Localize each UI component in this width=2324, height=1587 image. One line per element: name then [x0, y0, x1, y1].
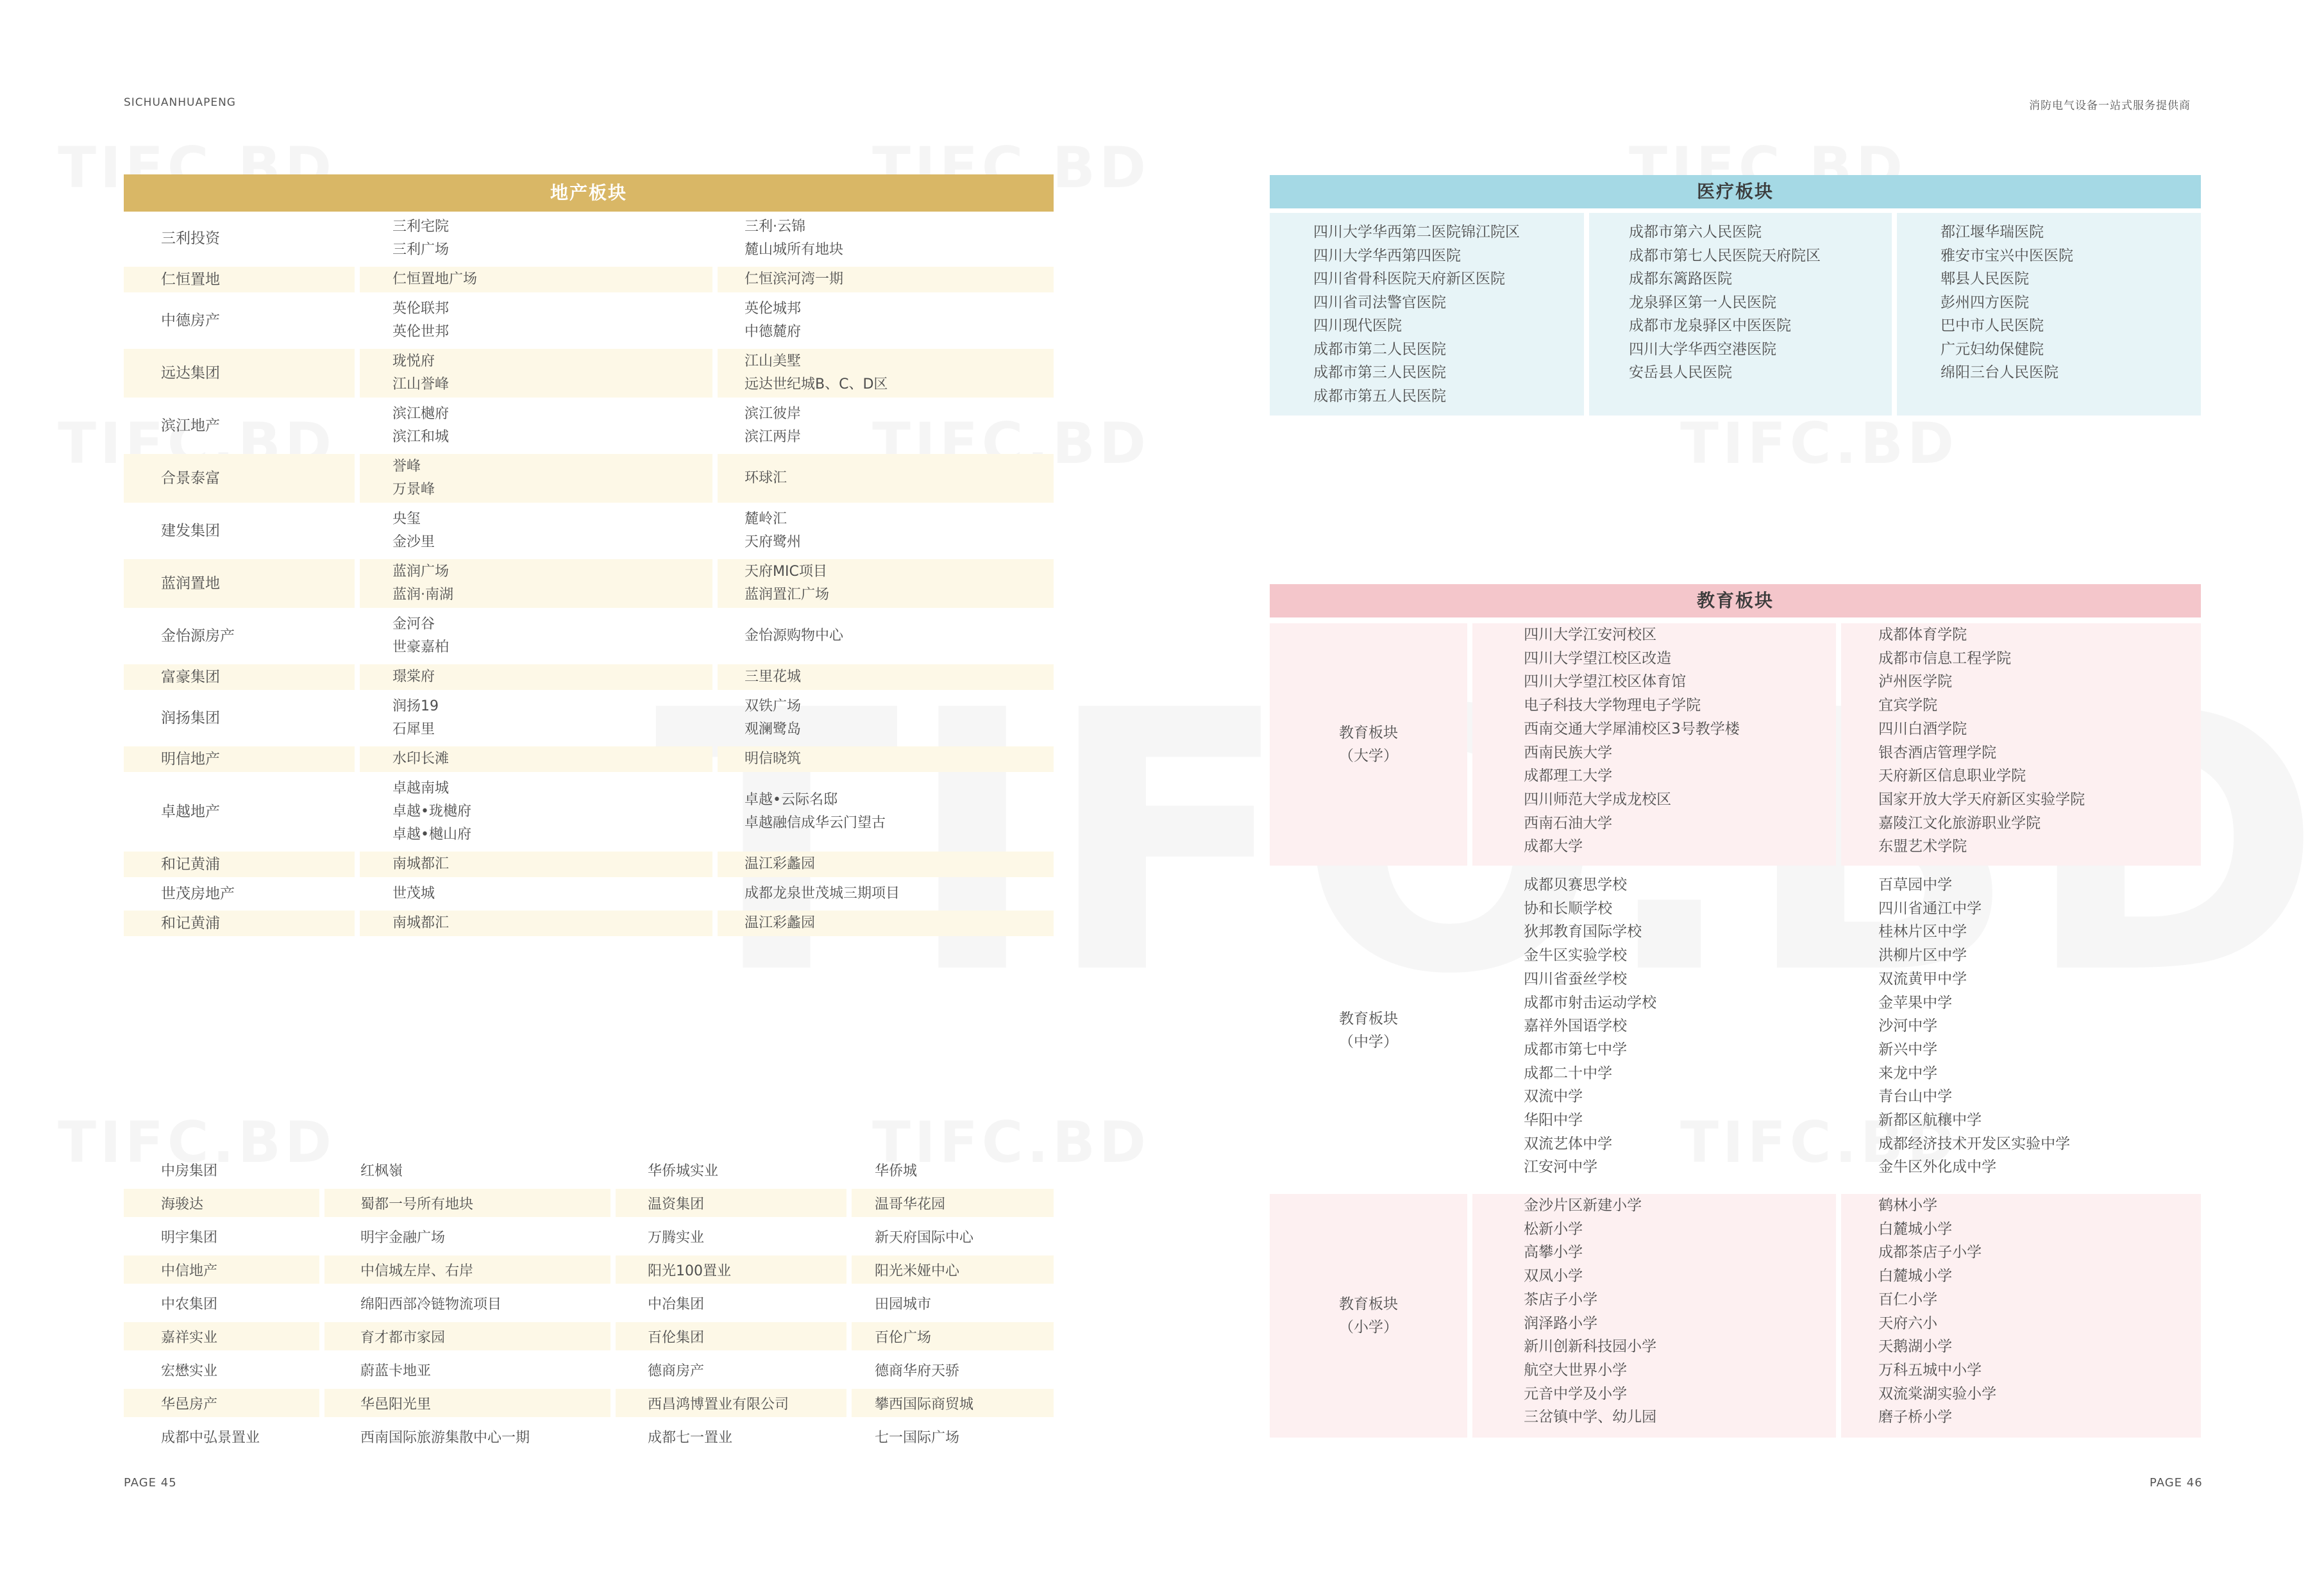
real-estate-title: 地产板块 [124, 174, 1054, 212]
school-name: 磨子桥小学 [1878, 1409, 1953, 1426]
project-name: 观澜鹭岛 [745, 721, 802, 737]
school-name: 成都茶店子小学 [1878, 1244, 1982, 1261]
education-university [1270, 623, 2201, 866]
company-cell [124, 911, 355, 936]
school-name: 嘉祥外国语学校 [1524, 1018, 1628, 1035]
project-name: 温江彩蠡园 [745, 856, 816, 872]
project-name: 滨江樾府 [392, 406, 450, 422]
hospital-name: 绵阳三台人民医院 [1941, 364, 2059, 381]
school-name: 泸州医学院 [1878, 673, 1953, 691]
page-number-right: PAGE 46 [2150, 1476, 2203, 1490]
project-name: 明信晓筑 [745, 751, 802, 767]
school-name: 高攀小学 [1524, 1244, 1583, 1261]
school-name: 成都经济技术开发区实验中学 [1878, 1135, 2071, 1152]
school-name: 双流棠湖实验小学 [1878, 1385, 1997, 1402]
hospital-name: 郫县人民医院 [1941, 271, 2029, 287]
project-name: 江山美墅 [745, 353, 802, 369]
company-name: 中农集团 [161, 1296, 218, 1313]
school-name: 来龙中学 [1878, 1064, 1938, 1082]
company-cell [124, 349, 355, 398]
project-cell [718, 776, 1054, 848]
school-name: 双流艺体中学 [1524, 1135, 1613, 1152]
hospital-name: 成都市第七人民医院天府院区 [1629, 247, 1821, 264]
hospital-name: 巴中市人民医院 [1941, 317, 2044, 334]
school-name: 新川创新科技园小学 [1524, 1338, 1657, 1356]
company-name: 海骏达 [124, 1189, 319, 1217]
category-label-line: 教育板块 [1339, 725, 1399, 741]
category-label-line: （中学） [1339, 1034, 1399, 1050]
category-label-line: （小学） [1339, 1319, 1399, 1336]
school-name: 松新小学 [1524, 1220, 1583, 1238]
project-name: 水印长滩 [392, 751, 450, 767]
project-name: 蜀都一号所有地块 [324, 1189, 610, 1217]
project-name: 金河谷 [392, 616, 435, 632]
project-name: 七一国际广场 [875, 1429, 960, 1446]
project-name: 珑悦府 [392, 353, 435, 369]
brand-header: SICHUANHUAPENG [124, 96, 236, 109]
project-name: 田园城市 [875, 1296, 932, 1313]
project-name: 蓝润·南湖 [392, 587, 453, 603]
school-name: 新兴中学 [1878, 1041, 1938, 1058]
company-name: 华侨城实业 [648, 1163, 719, 1179]
school-name: 金牛区外化成中学 [1878, 1159, 1997, 1176]
project-cell [360, 776, 712, 848]
project-cell [718, 454, 1054, 503]
school-column [1841, 623, 2201, 866]
education-category-label [1270, 1194, 1467, 1438]
company-name: 万腾实业 [648, 1229, 705, 1246]
project-cell [718, 911, 1054, 936]
hospital-name: 四川大学华西空港医院 [1629, 340, 1776, 358]
school-name: 国家开放大学天府新区实验学院 [1878, 791, 2085, 808]
table-row [124, 214, 1054, 263]
project-name: 誉峰 [392, 458, 421, 474]
project-cell [718, 267, 1054, 292]
table-row [124, 1389, 1054, 1417]
project-cell [360, 296, 712, 345]
hospital-name: 成都市第五人民医院 [1313, 387, 1446, 405]
project-name: 蓝润广场 [392, 564, 450, 580]
table-row [124, 1356, 1054, 1384]
school-name: 双流中学 [1524, 1088, 1583, 1105]
project-cell [360, 454, 712, 503]
project-cell [360, 664, 712, 690]
school-name: 白麓城小学 [1878, 1220, 1953, 1238]
company-cell [124, 694, 355, 743]
school-name: 成都市射击运动学校 [1524, 994, 1657, 1011]
company-name: 百伦集团 [616, 1322, 846, 1350]
company-name: 中房集团 [161, 1163, 218, 1179]
project-name: 润扬19 [392, 698, 439, 714]
company-name: 成都七一置业 [648, 1429, 733, 1446]
table-row [124, 612, 1054, 660]
project-cell [718, 349, 1054, 398]
company-cell [124, 214, 355, 263]
school-name: 四川省蚕丝学校 [1524, 970, 1628, 987]
medical-column-2 [1589, 213, 1892, 416]
company-cell [124, 852, 355, 877]
table-row [124, 881, 1054, 907]
project-name: 德商华府天骄 [875, 1363, 960, 1379]
project-name: 温哥华花园 [852, 1189, 1054, 1217]
company-cell [124, 881, 355, 907]
table-row [124, 507, 1054, 555]
project-name: 江山誉峰 [392, 376, 450, 392]
project-cell [360, 911, 712, 936]
project-name: 蓝润置汇广场 [745, 587, 830, 603]
project-name: 环球汇 [745, 470, 787, 486]
school-name: 四川白酒学院 [1878, 720, 1967, 737]
school-name: 成都市第七中学 [1524, 1041, 1628, 1058]
company-name: 滨江地产 [161, 417, 220, 434]
company-name: 富豪集团 [161, 669, 220, 685]
company-name: 宏懋实业 [161, 1363, 218, 1379]
real-estate-table [124, 214, 1054, 940]
table-row [124, 454, 1054, 503]
hospital-name: 成都市第二人民医院 [1313, 340, 1446, 358]
company-name: 世茂房地产 [161, 886, 235, 902]
medical-column-1 [1270, 213, 1584, 416]
table-row [124, 1322, 1054, 1350]
school-name: 青台山中学 [1878, 1088, 1953, 1105]
project-cell [360, 694, 712, 743]
school-name: 成都二十中学 [1524, 1064, 1613, 1082]
medical-table [1270, 213, 2201, 416]
project-name: 华侨城 [875, 1163, 918, 1179]
school-name: 成都体育学院 [1878, 626, 1967, 643]
school-name: 鹤林小学 [1878, 1197, 1938, 1214]
education-primary-school [1270, 1194, 2201, 1438]
project-name: 英伦联邦 [392, 301, 450, 317]
school-name: 桂林片区中学 [1878, 923, 1967, 941]
company-name: 中德房产 [161, 312, 220, 329]
school-name: 天府新区信息职业学院 [1878, 768, 2026, 785]
school-name: 四川省通江中学 [1878, 900, 1982, 917]
table-row [124, 267, 1054, 292]
hospital-name: 都江堰华瑞医院 [1941, 224, 2044, 240]
company-name: 成都中弘景置业 [161, 1429, 260, 1446]
table-row [124, 349, 1054, 398]
company-name: 嘉祥实业 [124, 1322, 319, 1350]
company-name: 合景泰富 [161, 470, 220, 487]
table-row [124, 1155, 1054, 1184]
project-cell [718, 612, 1054, 660]
school-name: 四川大学望江校区改造 [1524, 650, 1672, 667]
hospital-name: 雅安市宝兴中医医院 [1941, 247, 2073, 264]
project-name: 仁恒滨河湾一期 [745, 271, 844, 287]
project-cell [360, 852, 712, 877]
project-name: 英伦城邦 [745, 301, 802, 317]
school-name: 成都理工大学 [1524, 768, 1613, 785]
project-name: 中信城左岸、右岸 [324, 1255, 610, 1284]
company-name: 和记黄浦 [161, 915, 220, 932]
real-estate-extra-table [124, 1155, 1054, 1456]
project-name: 南城都汇 [392, 915, 450, 931]
project-name: 麓岭汇 [745, 511, 787, 527]
hospital-name: 安岳县人民医院 [1629, 364, 1732, 381]
project-name: 万景峰 [392, 482, 435, 498]
project-name: 百伦广场 [852, 1322, 1054, 1350]
company-name: 蓝润置地 [161, 575, 220, 592]
table-row [124, 776, 1054, 848]
project-name: 三里花城 [745, 669, 802, 685]
school-column [1841, 1194, 2201, 1438]
hospital-name: 成都市第三人民医院 [1313, 364, 1446, 381]
project-name: 新天府国际中心 [875, 1229, 974, 1246]
project-name: 石犀里 [392, 721, 435, 737]
company-name: 明宇集团 [161, 1229, 218, 1246]
project-name: 璟棠府 [392, 669, 435, 685]
education-category-label [1270, 623, 1467, 866]
category-label-line: （大学） [1339, 748, 1399, 764]
medical-title: 医疗板块 [1270, 175, 2201, 208]
school-name: 白麓城小学 [1878, 1268, 1953, 1285]
school-name: 润泽路小学 [1524, 1314, 1598, 1332]
category-label-line: 教育板块 [1339, 1011, 1399, 1027]
project-cell [718, 507, 1054, 555]
project-name: 央玺 [392, 511, 421, 527]
project-cell [718, 214, 1054, 263]
table-row [124, 1189, 1054, 1217]
project-name: 三利广场 [392, 242, 450, 258]
table-row [124, 664, 1054, 690]
school-name: 西南民族大学 [1524, 744, 1613, 761]
hospital-name: 成都东篱路医院 [1629, 271, 1732, 287]
project-cell [718, 694, 1054, 743]
project-cell [360, 746, 712, 772]
project-cell [360, 349, 712, 398]
project-name: 金沙里 [392, 534, 435, 550]
project-name: 滨江和城 [392, 429, 450, 445]
school-column [1472, 1194, 1836, 1438]
project-name: 天府鹭州 [745, 534, 802, 550]
company-name: 远达集团 [161, 365, 220, 382]
project-name: 世豪嘉柏 [392, 639, 450, 655]
hospital-name: 成都市第六人民医院 [1629, 224, 1762, 240]
company-name: 三利投资 [161, 230, 220, 247]
company-name: 润扬集团 [161, 710, 220, 726]
project-name: 麓山城所有地块 [745, 242, 844, 258]
school-name: 天府六小 [1878, 1314, 1938, 1332]
company-name: 仁恒置地 [161, 271, 220, 288]
school-name: 洪柳片区中学 [1878, 947, 1967, 964]
company-name: 西昌鸿博置业有限公司 [616, 1389, 846, 1417]
school-name: 成都贝赛思学校 [1524, 877, 1628, 893]
project-cell [360, 559, 712, 608]
project-name: 卓越•珑樾府 [392, 803, 471, 819]
project-name: 明宇金融广场 [360, 1229, 446, 1246]
watermark-small [1680, 410, 1958, 476]
school-name: 茶店子小学 [1524, 1291, 1598, 1308]
company-name: 中信地产 [124, 1255, 319, 1284]
company-name: 和记黄浦 [161, 856, 220, 873]
table-row [124, 1422, 1054, 1450]
project-name: 天府MIC项目 [745, 564, 827, 580]
project-cell [360, 214, 712, 263]
school-name: 双凤小学 [1524, 1268, 1583, 1285]
school-name: 新都区航穰中学 [1878, 1112, 1982, 1129]
company-cell [124, 776, 355, 848]
school-name: 双流黄甲中学 [1878, 970, 1967, 987]
tagline-header: 消防电气设备一站式服务提供商 [2029, 99, 2191, 112]
hospital-name: 四川省骨科医院天府新区医院 [1313, 271, 1505, 287]
project-cell [718, 401, 1054, 450]
table-row [124, 694, 1054, 743]
school-name: 狄邦教育国际学校 [1524, 923, 1642, 941]
table-row [124, 1289, 1054, 1317]
project-name: 西南国际旅游集散中心一期 [360, 1429, 530, 1446]
project-name: 红枫嶺 [360, 1163, 403, 1179]
project-name: 仁恒置地广场 [392, 271, 478, 287]
project-cell [718, 296, 1054, 345]
project-cell [360, 507, 712, 555]
company-name: 阳光100置业 [616, 1255, 846, 1284]
page-number-left: PAGE 45 [124, 1476, 177, 1490]
hospital-name: 四川大学华西第二医院锦江院区 [1313, 224, 1520, 240]
education-category-label [1270, 873, 1467, 1188]
company-cell [124, 664, 355, 690]
project-name: 卓越南城 [392, 780, 450, 796]
project-name: 阳光米娅中心 [852, 1255, 1054, 1284]
project-name: 卓越融信成华云门望古 [745, 815, 886, 831]
school-name: 金牛区实验学校 [1524, 947, 1628, 964]
project-cell [718, 559, 1054, 608]
hospital-name: 四川大学华西第四医院 [1313, 247, 1461, 264]
company-cell [124, 612, 355, 660]
project-name: 滨江两岸 [745, 429, 802, 445]
school-name: 江安河中学 [1524, 1159, 1598, 1176]
project-cell [718, 664, 1054, 690]
school-name: 东盟艺术学院 [1878, 838, 1967, 855]
company-name: 明信地产 [161, 751, 220, 768]
medical-column-3 [1897, 213, 2201, 416]
hospital-name: 龙泉驿区第一人民医院 [1629, 294, 1776, 311]
project-name: 卓越•樾山府 [392, 827, 471, 843]
project-name: 育才都市家园 [324, 1322, 610, 1350]
school-name: 四川大学望江校区体育馆 [1524, 673, 1687, 691]
company-cell [124, 507, 355, 555]
company-name: 卓越地产 [161, 803, 220, 820]
table-row [124, 1255, 1054, 1284]
company-cell [124, 746, 355, 772]
table-row [124, 559, 1054, 608]
school-name: 西南交通大学犀浦校区3号教学楼 [1524, 720, 1740, 737]
hospital-name: 四川省司法警官医院 [1313, 294, 1446, 311]
project-name: 南城都汇 [392, 856, 450, 872]
hospital-name: 彭州四方医院 [1941, 294, 2029, 311]
project-name: 三利·云锦 [745, 219, 805, 235]
project-name: 三利宅院 [392, 219, 450, 235]
school-column [1472, 873, 1836, 1188]
project-name: 绵阳西部冷链物流项目 [360, 1296, 502, 1313]
school-name: 航空大世界小学 [1524, 1361, 1628, 1379]
table-row [124, 401, 1054, 450]
company-cell [124, 296, 355, 345]
company-cell [124, 267, 355, 292]
project-name: 英伦世邦 [392, 324, 450, 340]
company-name: 温资集团 [616, 1189, 846, 1217]
school-name: 元音中学及小学 [1524, 1385, 1628, 1402]
education-middle-school [1270, 873, 2201, 1188]
company-name: 建发集团 [161, 523, 220, 539]
table-row [124, 296, 1054, 345]
school-name: 华阳中学 [1524, 1112, 1583, 1129]
school-name: 宜宾学院 [1878, 697, 1938, 714]
hospital-name: 成都市龙泉驿区中医医院 [1629, 317, 1791, 334]
project-cell [360, 267, 712, 292]
school-name: 西南石油大学 [1524, 814, 1613, 832]
school-column [1841, 873, 2201, 1188]
school-name: 嘉陵江文化旅游职业学院 [1878, 814, 2041, 832]
project-cell [718, 746, 1054, 772]
table-row [124, 911, 1054, 936]
project-name: 世茂城 [392, 886, 435, 902]
company-name: 华邑房产 [124, 1389, 319, 1417]
company-cell [124, 454, 355, 503]
education-title: 教育板块 [1270, 584, 2201, 617]
school-name: 天鹅湖小学 [1878, 1338, 1953, 1356]
school-column [1472, 623, 1836, 866]
project-name: 金怡源购物中心 [745, 628, 844, 644]
project-name: 滨江彼岸 [745, 406, 802, 422]
project-name: 攀西国际商贸城 [852, 1389, 1054, 1417]
school-name: 成都大学 [1524, 838, 1583, 855]
school-name: 金沙片区新建小学 [1524, 1197, 1642, 1214]
school-name: 成都市信息工程学院 [1878, 650, 2012, 667]
company-cell [124, 559, 355, 608]
school-name: 电子科技大学物理电子学院 [1524, 697, 1701, 714]
school-name: 三岔镇中学、幼儿园 [1524, 1409, 1657, 1426]
project-name: 蔚蓝卡地亚 [360, 1363, 432, 1379]
project-name: 华邑阳光里 [324, 1389, 610, 1417]
school-name: 百草园中学 [1878, 877, 1953, 893]
project-name: 远达世纪城B、C、D区 [745, 376, 888, 392]
table-row [124, 746, 1054, 772]
hospital-name: 广元妇幼保健院 [1941, 340, 2044, 358]
school-name: 四川大学江安河校区 [1524, 626, 1657, 643]
project-cell [718, 881, 1054, 907]
project-cell [360, 401, 712, 450]
category-label-line: 教育板块 [1339, 1296, 1399, 1313]
school-name: 百仁小学 [1878, 1291, 1938, 1308]
project-name: 成都龙泉世茂城三期项目 [745, 886, 900, 902]
project-name: 温江彩蠡园 [745, 915, 816, 931]
project-cell [718, 852, 1054, 877]
school-name: 四川师范大学成龙校区 [1524, 791, 1672, 808]
hospital-name: 四川现代医院 [1313, 317, 1402, 334]
school-name: 银杏酒店管理学院 [1878, 744, 1997, 761]
project-name: 卓越•云际名邸 [745, 792, 838, 808]
project-name: 双铁广场 [745, 698, 802, 714]
company-name: 中冶集团 [648, 1296, 705, 1313]
school-name: 协和长顺学校 [1524, 900, 1613, 917]
project-cell [360, 881, 712, 907]
company-cell [124, 401, 355, 450]
company-name: 金怡源房产 [161, 628, 235, 644]
company-name: 德商房产 [648, 1363, 705, 1379]
project-cell [360, 612, 712, 660]
table-row [124, 1222, 1054, 1250]
school-name: 金苹果中学 [1878, 994, 1953, 1011]
project-name: 中德麓府 [745, 324, 802, 340]
school-name: 沙河中学 [1878, 1018, 1938, 1035]
school-name: 万科五城中小学 [1878, 1361, 1982, 1379]
table-row [124, 852, 1054, 877]
